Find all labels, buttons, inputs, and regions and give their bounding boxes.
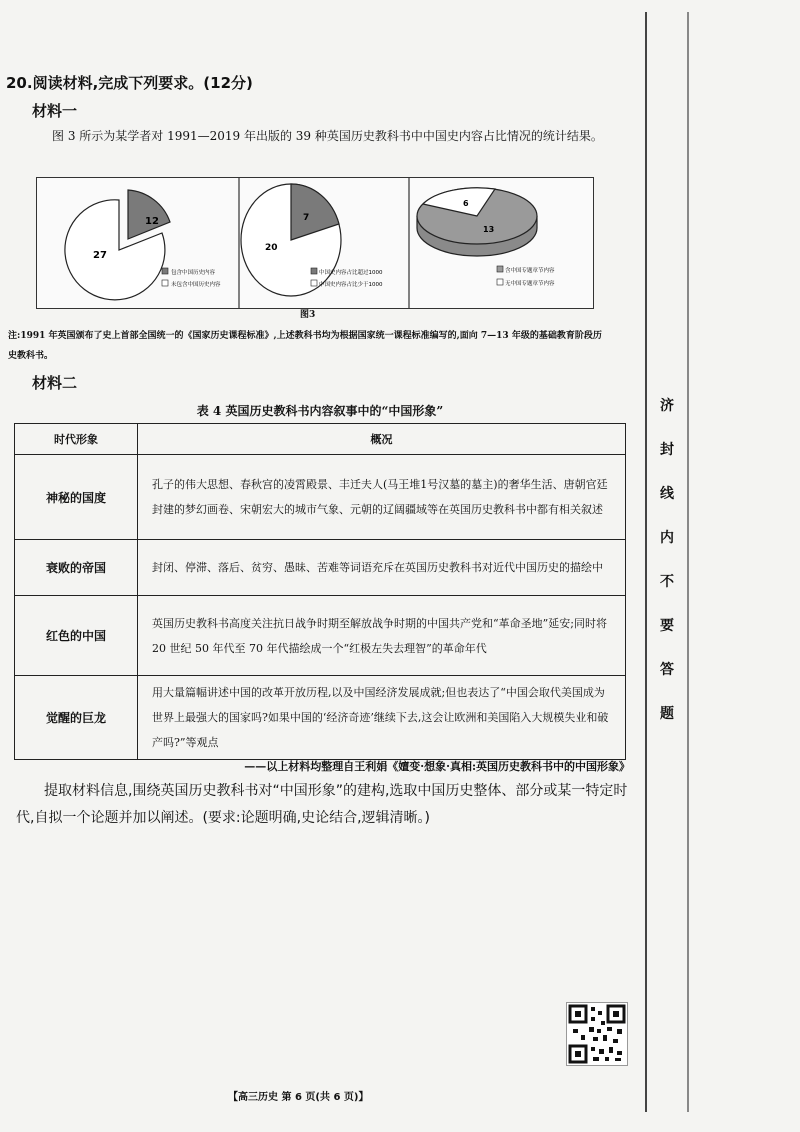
desc-cell: 封闭、停滞、落后、贫穷、愚昧、苦难等词语充斥在英国历史教科书对近代中国历史的描绘中 (138, 540, 626, 596)
legend-swatch (162, 280, 168, 286)
table-header: 概况 (138, 424, 626, 455)
table-row (15, 540, 626, 596)
pie-label-7: 7 (303, 213, 310, 223)
figure-note: 注:1991 年英国颁布了史上首部全国统一的《国家历史课程标准》,上述教科书均为根据国家统一课程标准编写的,面向 7—13 年级的基础教育阶段历史教科书。 (8, 331, 602, 361)
figure-caption: 图3 (300, 310, 316, 320)
legend-label: 含中国专题章节内容 (505, 268, 555, 274)
margin-char: 线 (660, 486, 674, 502)
pie-chart-3 (417, 188, 555, 287)
table-row (15, 455, 626, 540)
binding-line (645, 12, 647, 1112)
margin-char: 内 (660, 530, 674, 546)
margin-char: 答 (660, 662, 674, 678)
pie-chart-1 (65, 190, 221, 300)
margin-char: 题 (660, 706, 674, 722)
legend-swatch (497, 279, 503, 285)
binding-line (687, 12, 689, 1112)
table-header-row (15, 424, 626, 455)
margin-char: 封 (660, 442, 674, 458)
table-caption: 表 4 英国历史教科书内容叙事中的“中国形象” (196, 404, 444, 418)
binding-margin-text (657, 384, 677, 736)
pie-label-13: 13 (483, 225, 495, 234)
legend-label: 无中国专题章节内容 (505, 281, 555, 287)
legend-swatch (311, 280, 317, 286)
material1-heading: 材料一 (32, 102, 78, 120)
era-cell: 觉醒的巨龙 (15, 676, 138, 760)
desc-cell: 用大量篇幅讲述中国的改革开放历程,以及中国经济发展成就;但也表达了“中国会取代美国成为世界上最强大的国家吗?如果中国的‘经济奇迹’继续下去,这会让欧洲和美国陷入大规模失业和破产吗?”等观点 (138, 676, 626, 760)
margin-char: 济 (660, 398, 674, 414)
legend-swatch (497, 266, 503, 272)
legend-label: 中国史内容占比超过1000 (319, 270, 383, 276)
pie-label-12: 12 (145, 216, 159, 227)
pie-label-6: 6 (463, 199, 469, 208)
source-citation: ——以上材料均整理自王利娟《嬗变·想象·真相:英国历史教科书中的中国形象》 (244, 760, 630, 773)
legend-label: 包含中国历史内容 (171, 270, 216, 276)
pie-slice-12 (128, 190, 170, 239)
question-title: 20.阅读材料,完成下列要求。(12分) (6, 74, 253, 92)
material1-intro: 图 3 所示为某学者对 1991—2019 年出版的 39 种英国历史教科书中中国史内容占比情况的统计结果。 (52, 129, 603, 143)
legend-label: 未包含中国历史内容 (171, 282, 221, 288)
desc-cell: 英国历史教科书高度关注抗日战争时期至解放战争时期的中国共产党和“革命圣地”延安;同时将 20 世纪 50 年代至 70 年代描绘成一个“红极左失去理智”的革命年代 (138, 596, 626, 676)
material2-heading: 材料二 (32, 374, 78, 392)
desc-cell: 孔子的伟大思想、春秋宫的凌霄殿景、丰迁夫人(马王堆1号汉墓的墓主)的奢华生活、唐朝官廷封建的梦幻画卷、宋朝宏大的城市气象、元朝的辽阔疆域等在英国历史教科书中都有相关叙述 (138, 455, 626, 540)
legend-swatch (311, 268, 317, 274)
task-prompt: 提取材料信息,围绕英国历史教科书对“中国形象”的建构,选取中国历史整体、部分或某一特定时代,自拟一个论题并加以阐述。(要求:论题明确,史论结合,逻辑清晰。) (16, 783, 628, 826)
china-image-table (14, 423, 626, 760)
qr-code (566, 1002, 628, 1066)
page-footer: 【高三历史 第 6 页(共 6 页)】 (228, 1092, 369, 1103)
legend-swatch (162, 268, 168, 274)
pie-label-20: 20 (265, 243, 278, 253)
figure3-charts (36, 177, 594, 309)
era-cell: 衰败的帝国 (15, 540, 138, 596)
pie-label-27: 27 (93, 250, 107, 261)
era-cell: 神秘的国度 (15, 455, 138, 540)
pie-chart-2 (241, 184, 383, 296)
table-header: 时代形象 (15, 424, 138, 455)
table-row (15, 676, 626, 760)
pie-charts-svg (37, 178, 593, 308)
era-cell: 红色的中国 (15, 596, 138, 676)
margin-char: 要 (660, 618, 674, 634)
legend-label: 中国史内容占比少于1000 (319, 282, 383, 288)
table-row (15, 596, 626, 676)
margin-char: 不 (660, 574, 674, 590)
